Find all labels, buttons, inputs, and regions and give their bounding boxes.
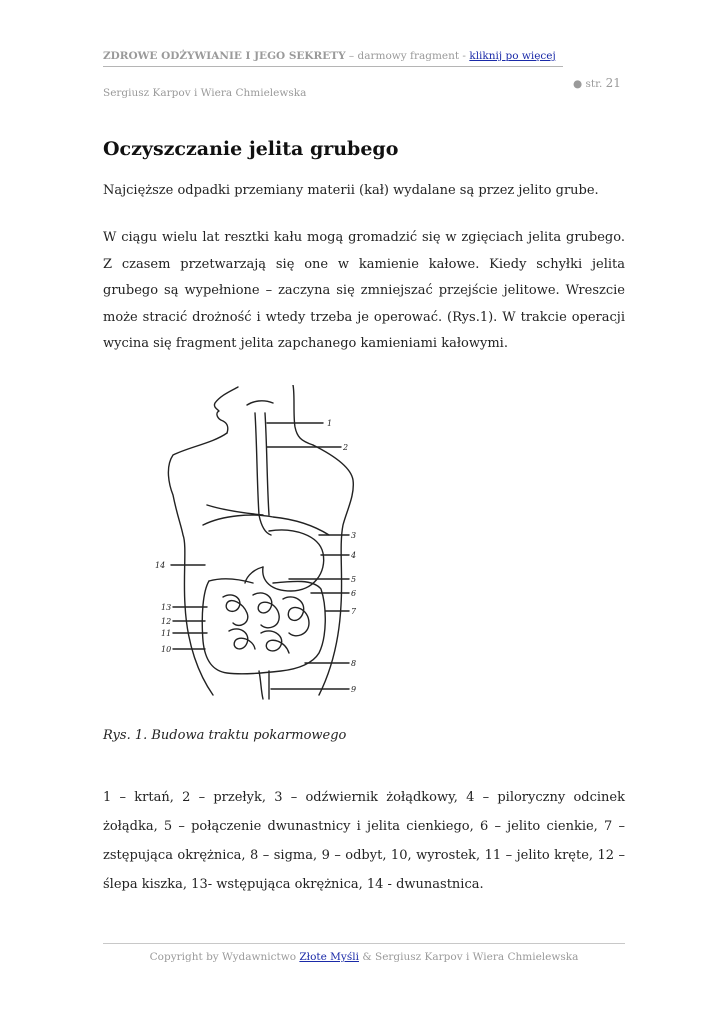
figure-label-8: 8 bbox=[351, 659, 357, 668]
torso-right-outline bbox=[313, 445, 353, 695]
neck-right-outline bbox=[293, 385, 313, 445]
torso-left-outline bbox=[168, 433, 227, 695]
figure-label-5: 5 bbox=[351, 575, 357, 584]
figure-label-10: 10 bbox=[161, 645, 172, 654]
footer-prefix: Copyright by Wydawnictwo bbox=[149, 951, 300, 963]
small-intestine-coil-4 bbox=[229, 629, 255, 649]
figure-label-3: 3 bbox=[351, 531, 357, 540]
more-link[interactable]: kliknij po więcej bbox=[469, 50, 556, 62]
rectum-left bbox=[259, 671, 263, 699]
head-outline bbox=[214, 387, 238, 433]
small-intestine-coil-3 bbox=[283, 597, 309, 636]
figure-label-2: 2 bbox=[343, 443, 349, 452]
figure-label-6: 6 bbox=[351, 589, 357, 598]
larynx-outline bbox=[247, 401, 273, 405]
header-authors: Sergiusz Karpov i Wiera Chmielewska bbox=[103, 87, 307, 99]
figure-label-13: 13 bbox=[161, 603, 172, 612]
figure-label-11: 11 bbox=[161, 629, 172, 638]
section-title: Oczyszczanie jelita grubego bbox=[103, 138, 399, 160]
footer bbox=[0, 951, 728, 963]
small-intestine-coil-2 bbox=[253, 593, 279, 628]
publisher-link[interactable]: Złote Myśli bbox=[299, 951, 359, 963]
page-number: 21 bbox=[605, 76, 621, 90]
pylorus bbox=[245, 567, 263, 583]
figure-label-12: 12 bbox=[161, 617, 172, 626]
footer-rule bbox=[103, 943, 625, 944]
header-title-line bbox=[103, 50, 556, 62]
page-label: ● str. bbox=[573, 78, 606, 90]
figure-label-4: 4 bbox=[351, 551, 357, 560]
esophagus-right bbox=[265, 413, 269, 515]
paragraph-2: W ciągu wielu lat resztki kału mogą gromadzić się w zgięciach jelita grubego. Z czasem przetwarzają się one w kamienie kałowe. Kiedy schyłki jelita grubego są wypełnione – zaczyna się zmniejszać przejście jelitowe. Wreszcie może stracić drożność i wtedy trzeba je operować. (Rys.1). W trakcie operacji wycina się fragment jelita zapchanego kamieniami kałowymi. bbox=[103, 230, 625, 351]
chest-line bbox=[207, 505, 263, 515]
book-title: ZDROWE ODŻYWIANIE I JEGO SEKRETY bbox=[103, 50, 346, 62]
figure-label-14: 14 bbox=[155, 561, 166, 570]
digestive-tract-figure bbox=[143, 385, 365, 703]
header-rule bbox=[103, 66, 563, 67]
footer-suffix: & Sergiusz Karpov i Wiera Chmielewska bbox=[358, 951, 579, 963]
small-intestine-coil-5 bbox=[261, 631, 289, 653]
page-number-indicator bbox=[573, 76, 621, 90]
small-intestine-coil-1 bbox=[223, 595, 248, 625]
figure-legend: 1 – krtań, 2 – przełyk, 3 – odźwiernik żołądkowy, 4 – piloryczny odcinek żołądka, 5 – połączenie dwunastnicy i jelita cienkiego, 6 – jelito cienkie, 7 – zstępująca okrężnica, 8 – sigma, 9 – odbyt, 10, wyrostek, 11 – jelito kręte, 12 – ślepa kiszka, 13- wstępująca okrężnica, 14 - dwunastnica. bbox=[103, 790, 625, 892]
figure-caption: Rys. 1. Budowa traktu pokarmowego bbox=[103, 728, 347, 743]
figure-label-9: 9 bbox=[351, 685, 357, 694]
fragment-text: – darmowy fragment - bbox=[345, 50, 470, 62]
figure-label-1: 1 bbox=[327, 419, 333, 428]
paragraph-1: Najcięższe odpadki przemiany materii (kał) wydalane są przez jelito grube. bbox=[103, 183, 599, 198]
figure-label-7: 7 bbox=[351, 607, 357, 616]
